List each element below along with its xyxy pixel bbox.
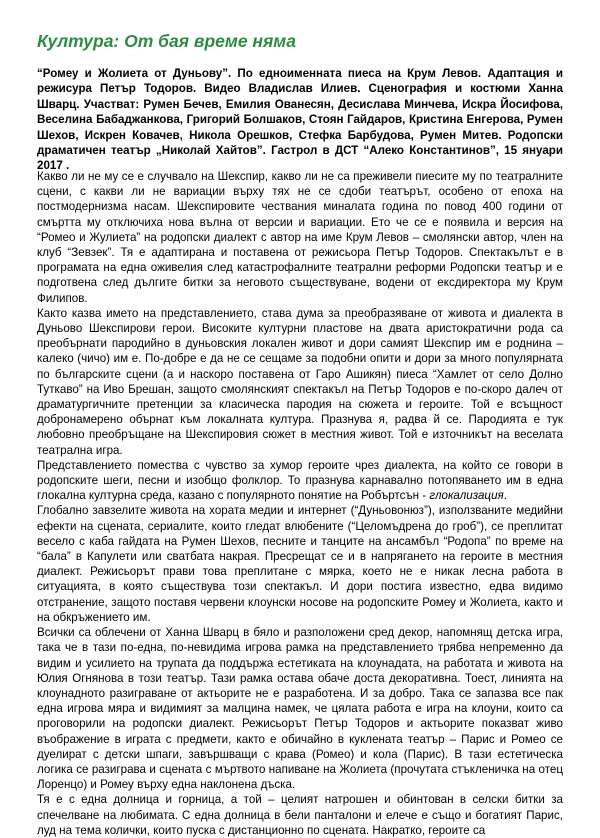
paragraph-4: Глобално завзелите живота на хората медии и интернет (“Дуньовонюз”), използваните медийни ефекти на сцената, сериалите, които гледат влюбените (“Целомъдрена до гроб”), се преплитат весело с каба гайдата на Румен Шехов, песните и танците на ансамбъл “Родопа” по време на “бала” в Капулети или сватбата накрая. Пресрещат се и в напрягането на героите в местния диалект. Режисьорът прави това преплитане с мярка, което не е никак лесна работа в ситуацията, в която съществува този спектакъл. И дори постига известно, едва видимо отстранение, защото поставя червени клоунски носове на родопските Ромеу и Жолиета, както и на обкръжението им. [37,504,563,624]
paragraph-2: Както казва името на представлението, става дума за преобразяване от живота и диалекта в Дуньово Шекспирови герои. Високите културни пластове на двата аристократични рода са преобърнати пародийно в дуньовския локален живот и дори самият Шекспир им е роднина – калеко (чичо) им е. По-добре е да не се сещаме за подобни опити и дори за много популярната по българските сцени (а и наскоро поставена от Гаро Ашикян) пиеса “Хамлет от село Долно Туткаво” на Иво Брешан, защото смолянският спектакъл на Петър Тодоров е по-скоро далеч от драматургичните претенции за класическа пародия на сюжета и героите. Той е всъщност добронамерено обърнат към локалната култура. Празнува я, радва й се. Пародията е тук любовно преобръщане на Шекспировия сюжет в местния живот. Той е източникът на веселата театрална игра. [37,306,563,457]
article-lead: “Ромеу и Жолиета от Дуньову”. По едноименната пиеса на Крум Левов. Адаптация и режисура Петър Тодоров. Видео Владислав Илиев. Сценография и костюми Ханна Шварц. Участват: Румен Бечев, Емилия Ованесян, Десислава Минчева, Искра Йосифова, Веселина Бабаджанкова, Григорий Болшаков, Стоян Гайдаров, Кристина Енгерова, Румен Шехов, Искрен Ковачев, Никола Орешков, Стефка Барбудова, Румен Митев. Родопски драматичен театър „Николай Хайтов”. Гастрол в ДСТ “Алеко Константинов”, 15 януари 2017 . [37,67,563,173]
paragraph-6: Тя е с една долница и горница, а той – целият натрошен и обинтован в селски битки за спечелване на любимата. С една долница в бели панталони и елече е също и богатият Парис, луд на тема колички, които пуска с дистанционно по сцената. Накратко, героите са [37,793,563,837]
paragraph-1: Какво ли не му се е случвало на Шекспир, какво ли не са преживели пиесите му по театралните сцени, с какви ли не вариации върху тях не се сдоби театърът, особено от епоха на постмодернизма насам. Шекспировите чествания миналата година по повод 400 години от смъртта му отключиха нова вълна от версии и вариации. Ето че се е появила и версия на “Ромео и Жулиета” на родопски диалект с автор на име Крум Левов – смолянски автор, член на клуб “Зевзек”. Тя е адаптирана и поставена от режисьора Петър Тодоров. Спектакълът е в програмата на една оживелия след катастрофалните театрални реформи Родопски театър и е подготвена след дългите битки за неговото съществуване, водени от ексдиректора му Крум Филипов. [37,170,563,305]
paragraph-3 [37,458,563,504]
glocalization-period: . [503,489,507,503]
paragraph-3-text: Представлението помества с чувство за хумор героите чрез диалекта, на който се говори в родопските шеги, песни и изобщо фолклор. То празнува карнавално потопяването им в една глокална културна среда, казано с популярното понятие на Робъртсън - [37,458,563,503]
glocalization-term: глокализация [429,489,504,503]
article-title: Култура: От бая време няма [37,31,296,51]
article-body [37,169,563,838]
paragraph-5: Всички са облечени от Ханна Шварц в бяло и разположени сред декор, напомнящ детска игра, така че в тази по-една, по-невидима игрова рамка на представлението трябва непременно да видим и усилието на трупата да поддържа естетиката на клоунадата, на работата и живота на Юлия Огнянова в този театър. Тази рамка остава обаче доста декоративна. Тоест, линията на клоунадното разиграване от актьорите не е разработена. И за добро. Така се запазва все пак една игрова мяра и видимият за малцина намек, че цялата работа е игра на клоуни, които са проговорили на родопски диалект. Режисьорът Петър Тодоров и актьорите показват живо въображение в играта с предмети, както е обичайно в куклената театър – Парис и Ромео се дуелират с детски шпаги, завършващи с крава (Ромео) и кола (Парис). В тази естетическа логика се разиграва и сцената с мъртвото напиване на Жолиета (прочутата стъкленичка на отец Лоренцо) и Ромеу върху една наклонена дъска. [37,626,563,792]
